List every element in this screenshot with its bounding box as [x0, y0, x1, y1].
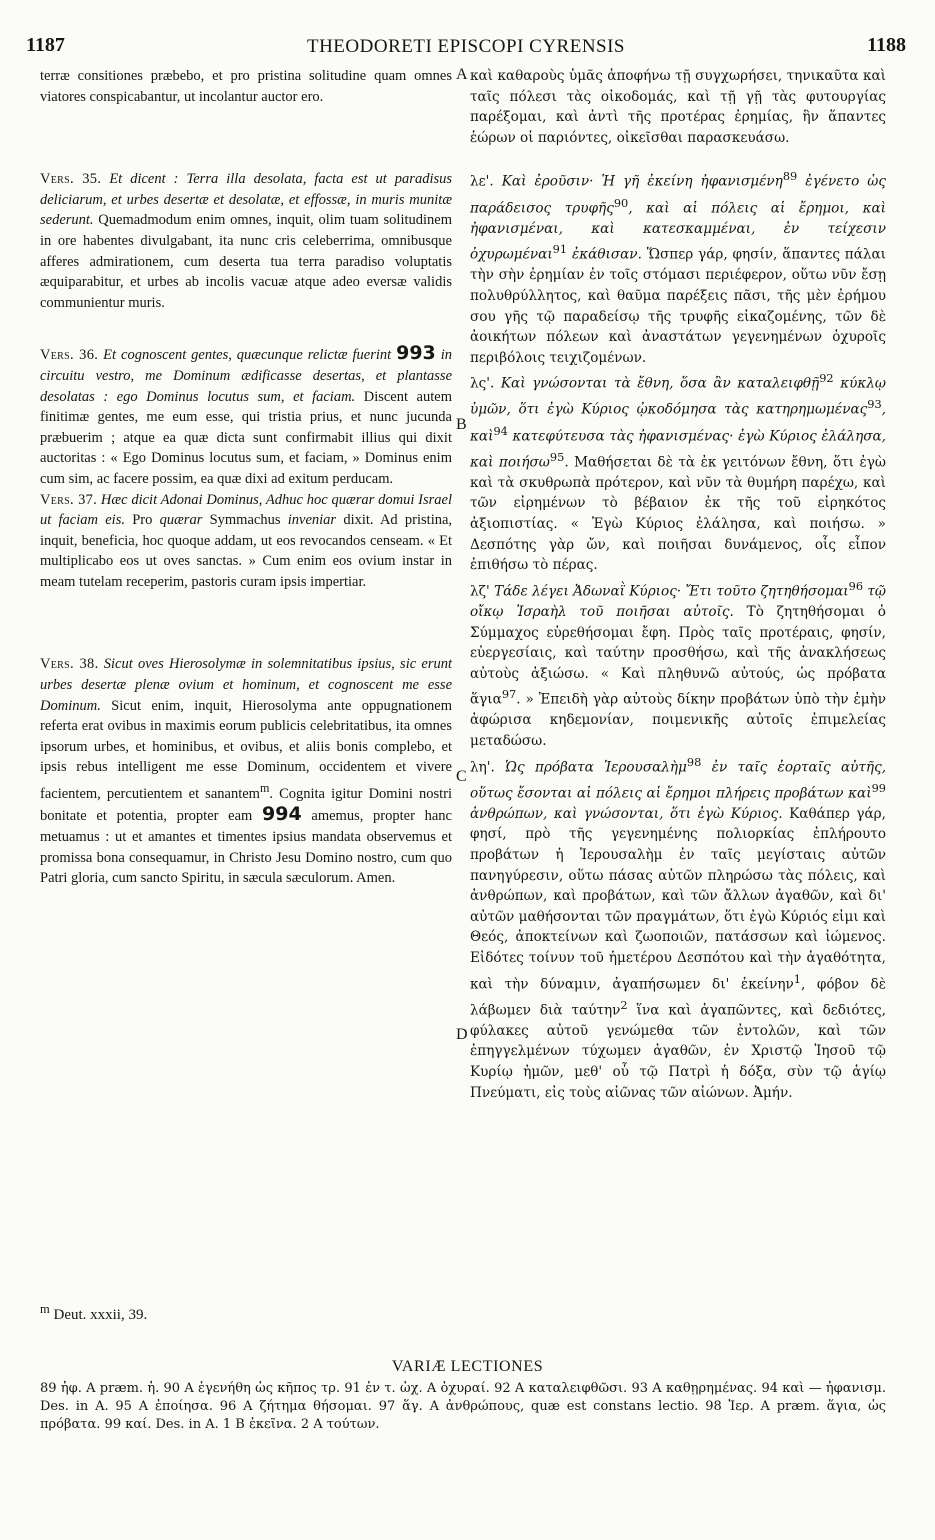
variant-ref: 90: [613, 195, 629, 210]
page-number-left: 1187: [26, 34, 65, 56]
verse-label: Vers. 37.: [40, 491, 98, 508]
variant-ref: 98: [686, 754, 702, 769]
commentary-text: Discent autem finitimæ gentes, me eum esse, qui tristia prius, et nunc jucunda præbuerim ; atque ea quæ dicta sunt confirmabit illius qui dixit auctoritas : « Ego Dominus locutus sum, et faciam, » Dominus enim cum sim, ac facere possim, ea quæ dixi ad exitum perducam.: [40, 388, 452, 487]
commentary-text: . Μαθήσεται δὲ τὰ ἐκ γειτόνων ἔθνη, ὅτι ἐγὼ καὶ τὰ σκυθρωπὰ πρότερον, καὶ νῦν τὰ θυμήρη παρέχω, καὶ τῶν εἰρημένων τὸ βέβαιον ἐκ τῆς τοῦ εἰρηκότος ἀξιοπιστίας. « Ἐγὼ Κύριος ἐλάλησα, καὶ ποιήσω. » Δεσπότης γὰρ ὤν, καὶ ποιῆσαι δυνάμενος, οἷς εἶπον ἐπιθήσω τὸ πέρας.: [470, 454, 886, 574]
quoted-word: inveniar: [287, 512, 337, 529]
footnote: [40, 1302, 147, 1324]
variant-ref: 89: [782, 169, 798, 184]
commentary-text: amemus, propter hanc metuamus : ut et amantes et timentes ipsius mandata observemus et promissa bona consequamur, in Christo Jesu Domino nostro, cum quo Patri gloria, cum sancto Spiritu, in sæcula sæculorum. Amen.: [40, 808, 452, 887]
verse-label: λε'.: [470, 173, 494, 190]
verse-label: λη'.: [470, 759, 495, 776]
verse-label: λζ': [470, 583, 490, 600]
margin-letter-d: D: [456, 1026, 468, 1043]
margin-letter-c: C: [456, 768, 467, 785]
verse-lemma: ἐγένετο ὡς παράδεισος τρυφῆς: [470, 173, 886, 217]
latin-column: [40, 66, 452, 889]
verse-lemma: Καὶ γνώσονται τὰ ἔθνη, ὅσα ἂν καταλειφθῇ: [500, 375, 820, 392]
quoted-word: quærar: [159, 512, 203, 529]
latin-paragraph: terræ consitiones præbebo, et pro pristina solitudine quam omnes viatores conspicabantur, ut incolantur auctor ero.: [40, 68, 452, 105]
verse-lemma: ἀνθρώπων, καὶ γνώσονται, ὅτι ἐγὼ Κύριος.: [470, 805, 783, 822]
page-number-right: 1188: [867, 34, 906, 56]
variant-ref: 96: [848, 578, 864, 593]
variant-ref: 94: [493, 423, 508, 438]
variae-lectiones-title: VARIÆ LECTIONES: [391, 1358, 544, 1375]
verse-lemma: ἐν ταῖς ἑορταῖς αὐτῆς, οὕτως ἔσονται αἱ πόλεις αἱ ἔρημοι πλήρεις προβάτων καὶ: [470, 759, 887, 802]
variant-ref: 99: [871, 780, 886, 795]
footnote-text: Deut. xxxii, 39.: [53, 1307, 148, 1323]
variant-ref: 91: [552, 242, 568, 257]
commentary-text: Pro: [132, 512, 153, 529]
verse-lemma: κατεφύτευσα τὰς ἠφανισμένας· ἐγὼ Κύριος ἐλάλησα, καὶ ποιήσω: [470, 428, 886, 471]
verse-label: Vers. 35.: [40, 171, 102, 188]
greek-verse-38: [470, 752, 886, 1104]
verse-label: Vers. 38.: [40, 656, 99, 673]
latin-verse-37: [40, 490, 452, 593]
commentary-text: Ὥσπερ γάρ, φησίν, ἅπαντες πάλαι τὴν σὴν ἐρημίαν ἐν τοῖς στόμασι περιέφερον, οὕτω νῦν ἔσῃ πολυθρύλλητος, καὶ θαῦμα παρέξεις πᾶσι, τῆς μὲν ἐρήμου σου γῆς τῷ παραδείσῳ τῆς τρυφῆς εἰκαζομένης, τῶν δὲ ἀοικήτων πόλεων καὶ ἀναστάτων γεγενημένων ὀχυροῖς περιβόλοις τειχιζομένων.: [470, 246, 887, 366]
verse-lemma: in circuitu vestro, me Dominum ædificasse desertas, et plantasse desolatas : ego Dominus locutus sum, et faciam.: [40, 347, 453, 405]
verse-lemma: , καὶ αἱ πόλεις αἱ ἔρημοι, καὶ ἠφανισμέναι, καὶ κατεσκαμμέναι, ἐν τείχεσιν ὀχυρωμέναι: [470, 200, 887, 263]
greek-paragraph: καὶ καθαροὺς ὑμᾶς ἀποφήνω τῇ συγχωρήσει, τηνικαῦτα καὶ ταῖς πόλεσι τὰς οἰκοδομάς, καὶ τῇ γῇ τὰς φυτουργίας παρέξομαι, καὶ ἀντὶ τῆς προτέρας ἐρημίας, ἣν ἅπαντες ἑώρων οἱ παριόντες, οἰκεῖσθαι παρασκευάσω.: [470, 68, 886, 146]
latin-verse-36: [40, 343, 452, 489]
verse-label: Vers. 36.: [40, 347, 99, 364]
commentary-text: . Cognita igitur Domini nostri bonitate et potentia, propter eam: [40, 785, 452, 825]
commentary-text: Quemadmodum enim omnes, inquit, olim tuam solitudinem in ore habentes divulgabant, ita nunc cris celeberrima, omnibusque afferes admirationem, cum deserta tua terra paradiso voluptatis æquiparabitur, et urbes ab incolis vacuæ atque adeo eversæ validis communientur muris.: [40, 212, 452, 311]
commentary-text: dixit. Ad pristina, inquit, beneficia, hoc quoque addam, ut eos revocandos censeam. « Et multiplicabo eos ut oves sanctas. » Cum enim eos ovium instar in meam tutelam receperim, pastoris curam ipsis impertiar.: [40, 512, 453, 590]
variant-ref: 2: [620, 997, 628, 1012]
verse-lemma: Sicut oves Hierosolymæ in solemnitatibus ipsius, sic erunt urbes desertæ plenæ ovium et hominum, et cognoscent me esse Dominum.: [40, 656, 452, 714]
greek-verse-35: [470, 166, 886, 368]
greek-column: [470, 66, 886, 1103]
commentary-text: Symmachus: [209, 512, 281, 529]
verse-lemma: Τάδε λέγει Ἀδωναῒ Κύριος· Ἔτι τοῦτο ζητηθήσομαι: [494, 583, 849, 600]
running-header: [26, 34, 906, 64]
margin-letter-b: B: [456, 416, 467, 433]
verse-lemma: κύκλῳ ὑμῶν, ὅτι ἐγὼ Κύριος ᾠκοδόμησα τὰς κατηρημωμένας: [470, 375, 886, 418]
verse-lemma: Καὶ ἐροῦσιν· Ἡ γῆ ἐκείνη ἠφανισμένη: [501, 173, 783, 190]
edition-page-number: 994: [262, 803, 302, 826]
greek-verse-36: [470, 368, 886, 575]
commentary-text: , φόβον δὲ λάβωμεν διὰ ταύτην: [470, 976, 887, 1019]
commentary-text: ἵνα καὶ ἀγαπῶντες, καὶ δεδιότες, φύλακες αὐτοῦ γενώμεθα τῶν ἐντολῶν, καὶ τῶν ἐπηγγελμένων τύχωμεν ἀγαθῶν, ἐν Χριστῷ Ἰησοῦ τῷ Κυρίῳ ἡμῶν, μεθ' οὗ τῷ Πατρὶ ἡ δόξα, σὺν τῷ ἁγίῳ Πνεύματι, εἰς τοὺς αἰῶνας τῶν αἰώνων. Ἀμήν.: [470, 1002, 886, 1101]
latin-verse-35: [40, 169, 452, 313]
running-title: THEODORETI EPISCOPI CYRENSIS: [306, 36, 626, 57]
commentary-text: Καθάπερ γάρ, φησί, πρὸ τῆς γεγενημένης πολιορκίας ἐπλήρουτο προβάτων ἡ Ἱερουσαλὴμ ἐν ταῖς μεγίσταις αὐτῶν πανηγύρεσιν, οὕτω πάσας αὐτῶν πληρώσω τὰς πόλεις, καὶ ἀνθρώπων, καὶ προβάτων, καὶ τῶν ἄλλων ἀγαθῶν, καὶ δι' αὐτῶν μαθήσονται τῶν πραγμάτων, ὅτι ἐγὼ Κύριός εἰμι καὶ Θεός, ἀποκτείνων καὶ ζωοποιῶν, πατάσσων καὶ ἰώμενος. Εἰδότες τοίνυν τοῦ ἡμετέρου Δεσπότου καὶ τὴν ἀγαθότητα, καὶ τὴν δύναμιν, ἀγαπήσωμεν δι' ἐκείνην: [470, 805, 886, 993]
commentary-text: Τὸ ζητηθήσομαι ὁ Σύμμαχος εὑρεθήσομαι ἔφη. Πρὸς ταῖς προτέραις, φησίν, εὐεργεσίαις, καὶ ταύτην προσθήσω, καὶ τῆς ἀνακλήσεως αὐτοὺς ἀξιώσω. « Καὶ πληθυνῶ αὐτούς, ὡς πρόβατα ἅγια: [470, 603, 886, 708]
variae-lectiones-text: 89 ἠφ. A præm. ἡ. 90 A ἐγενήθη ὡς κῆπος τρ. 91 ἐν τ. ὠχ. A ὀχυραί. 92 A καταλειφθῶσι. 93 A καθῃρημένας. 94 καὶ — ἠφανισμ. Des. in A. 95 A ἐποίησα. 96 A ζήτημα θήσομαι. 97 ἅγ. A ἀνθρώπους, quæ est constans lectio. 98 Ἱερ. A præm. ἅγια, ὡς πρόβατα. 99 καί. Des. in A. 1 B ἐκεῖνα. 2 A τούτων.: [40, 1381, 886, 1432]
edition-page-number: 993: [396, 342, 436, 365]
verse-lemma: Hæc dicit Adonai Dominus, Adhuc hoc quærar domui Israel ut faciam eis.: [40, 491, 452, 529]
variant-ref: 95: [549, 449, 565, 464]
verse-lemma: Et dicent : Terra illa desolata, facta est ut paradisus deliciarum, et urbes desertæ et desolatæ, et effossæ, in muris munitæ sederunt.: [40, 171, 453, 229]
verse-label: λς'.: [470, 375, 495, 392]
verse-lemma: ἐκάθισαν.: [571, 246, 642, 263]
margin-letter-a: A: [456, 66, 468, 83]
variant-ref: 92: [819, 371, 834, 386]
greek-verse-37: [470, 576, 886, 752]
commentary-text: . » Ἐπειδὴ γὰρ αὐτοὺς δίκην προβάτων ὑπὸ τὴν ἐμὴν ἀφώρισα κηδεμονίαν, ποιμενικῆς αὐτοῖς ἐπιμελείας μεταδώσω.: [470, 691, 886, 749]
variant-ref: 1: [793, 971, 801, 986]
variant-ref: 97: [501, 687, 517, 702]
verse-lemma: τῷ οἴκῳ Ἰσραὴλ τοῦ ποιῆσαι αὐτοῖς.: [470, 583, 886, 620]
verse-lemma: Et cognoscent gentes, quæcunque relictæ fuerint: [103, 347, 392, 364]
footnote-mark: m: [40, 1302, 50, 1316]
footnote-ref: m: [259, 781, 270, 796]
verse-lemma: Ὡς πρόβατα Ἱερουσαλὴμ: [505, 759, 687, 776]
commentary-text: Sicut enim, inquit, Hierosolyma ante oppugnationem referta erat ovibus in maximis eorum publicis celebritatibus, ita omnes ipsorum urbes, et hominibus, et ovibus, et aliis bonis complebo, et ipsis rebus intelligent me esse Dominum, occidentem et vivere facientem, percutientem et sanantem: [40, 697, 452, 802]
verse-lemma: , καὶ: [470, 401, 886, 445]
latin-verse-38: [40, 654, 452, 888]
variant-ref: 93: [867, 397, 882, 412]
